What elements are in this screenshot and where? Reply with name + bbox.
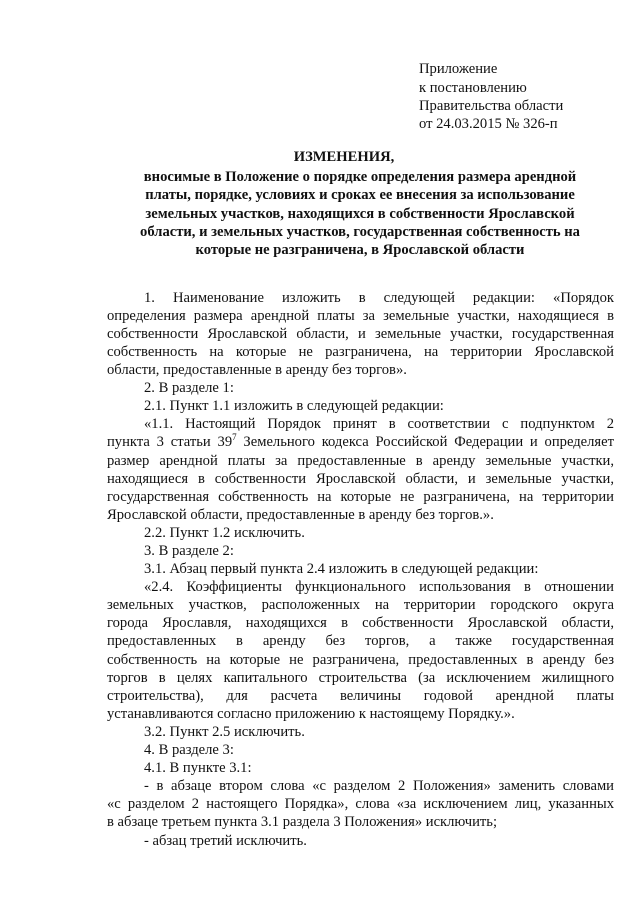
item-2-1: 2.1. Пункт 1.1 изложить в следующей редакции:: [144, 398, 444, 414]
paragraph-1-line-1: 1. Наименование изложить в следующей редакции: «Порядок: [144, 290, 614, 306]
quote-1-1-line-4: находящиеся в собственности Ярославской области, и земельные участки,: [107, 471, 614, 487]
title-subtitle-line-3: земельных участков, находящихся в собственности Ярославской: [145, 206, 575, 222]
quote-1-1-line-2-end: Земельного кодекса Российской Федерации и определяет: [236, 434, 614, 450]
item-3-1: 3.1. Абзац первый пункта 2.4 изложить в следующей редакции:: [144, 561, 539, 577]
paragraph-1-line-2: определения размера арендной платы за земельные участки, находящиеся в: [107, 308, 614, 324]
appendix-line-2: к постановлению: [419, 80, 527, 96]
dash-item-1-line-2: «с разделом 2 настоящего Порядка», слова «за исключением лиц, указанных: [107, 796, 614, 812]
quote-1-1-line-1: «1.1. Настоящий Порядок принят в соответствии с подпунктом 2: [144, 416, 614, 432]
item-4-1: 4.1. В пункте 3.1:: [144, 760, 252, 776]
title-subtitle-line-5: которые не разграничена, в Ярославской области: [195, 242, 525, 258]
appendix-line-1: Приложение: [419, 61, 498, 77]
quote-1-1-line-2: [107, 433, 614, 451]
quote-2-4-line-1: «2.4. Коэффициенты функционального использования в отношении: [144, 579, 614, 595]
quote-1-1-line-2-start: пункта 3 статьи 39: [107, 434, 233, 450]
title-heading: ИЗМЕНЕНИЯ,: [293, 149, 395, 165]
appendix-line-4: от 24.03.2015 № 326-п: [419, 116, 558, 132]
dash-item-1-line-3: в абзаце третьем пункта 3.1 раздела 3 Положения» исключить;: [107, 814, 498, 830]
quote-2-4-line-2: земельных участков, расположенных на территории городского округа: [107, 597, 614, 613]
paragraph-1-line-3: собственности Ярославской области, и земельные участки, государственная: [107, 326, 614, 342]
quote-1-1-line-5: государственная собственность на которые не разграничена, на территории: [107, 489, 614, 505]
paragraph-1-line-5: области, предоставленные в аренду без торгов».: [107, 362, 407, 378]
quote-2-4-line-5: собственность на которые не разграничена, предоставленных в аренду без: [107, 652, 614, 668]
quote-2-4-line-7: строительства), для расчета величины годовой арендной платы: [107, 688, 614, 704]
section-3-heading: 3. В разделе 2:: [144, 543, 234, 559]
item-3-2: 3.2. Пункт 2.5 исключить.: [144, 724, 305, 740]
section-4-heading: 4. В разделе 3:: [144, 742, 234, 758]
quote-2-4-line-6: торгов в целях капитального строительства (за исключением жилищного: [107, 670, 614, 686]
title-subtitle-line-2: платы, порядке, условиях и сроках ее внесения за использование: [145, 187, 575, 203]
section-2-heading: 2. В разделе 1:: [144, 380, 234, 396]
title-subtitle-line-1: вносимые в Положение о порядке определения размера арендной: [143, 169, 577, 185]
quote-2-4-line-3: города Ярославля, находящихся в собственности Ярославской области,: [107, 615, 614, 631]
quote-1-1-line-6: Ярославской области, предоставленные в аренду без торгов.».: [107, 507, 494, 523]
superscript-7: 7: [232, 432, 237, 442]
quote-1-1-line-3: размер арендной платы за предоставленные в аренду земельные участки,: [107, 453, 614, 469]
paragraph-1-line-4: собственность на которые не разграничена, на территории Ярославской: [107, 344, 614, 360]
quote-2-4-line-8: устанавливаются согласно приложению к настоящему Порядку.».: [107, 706, 515, 722]
dash-item-2: - абзац третий исключить.: [144, 833, 307, 849]
quote-2-4-line-4: предоставленных в аренду без торгов, а также государственная: [107, 633, 614, 649]
appendix-line-3: Правительства области: [419, 98, 564, 114]
dash-item-1-line-1: - в абзаце втором слова «с разделом 2 Положения» заменить словами: [144, 778, 614, 794]
item-2-2: 2.2. Пункт 1.2 исключить.: [144, 525, 305, 541]
title-subtitle-line-4: области, и земельных участков, государственная собственность на: [140, 224, 580, 240]
